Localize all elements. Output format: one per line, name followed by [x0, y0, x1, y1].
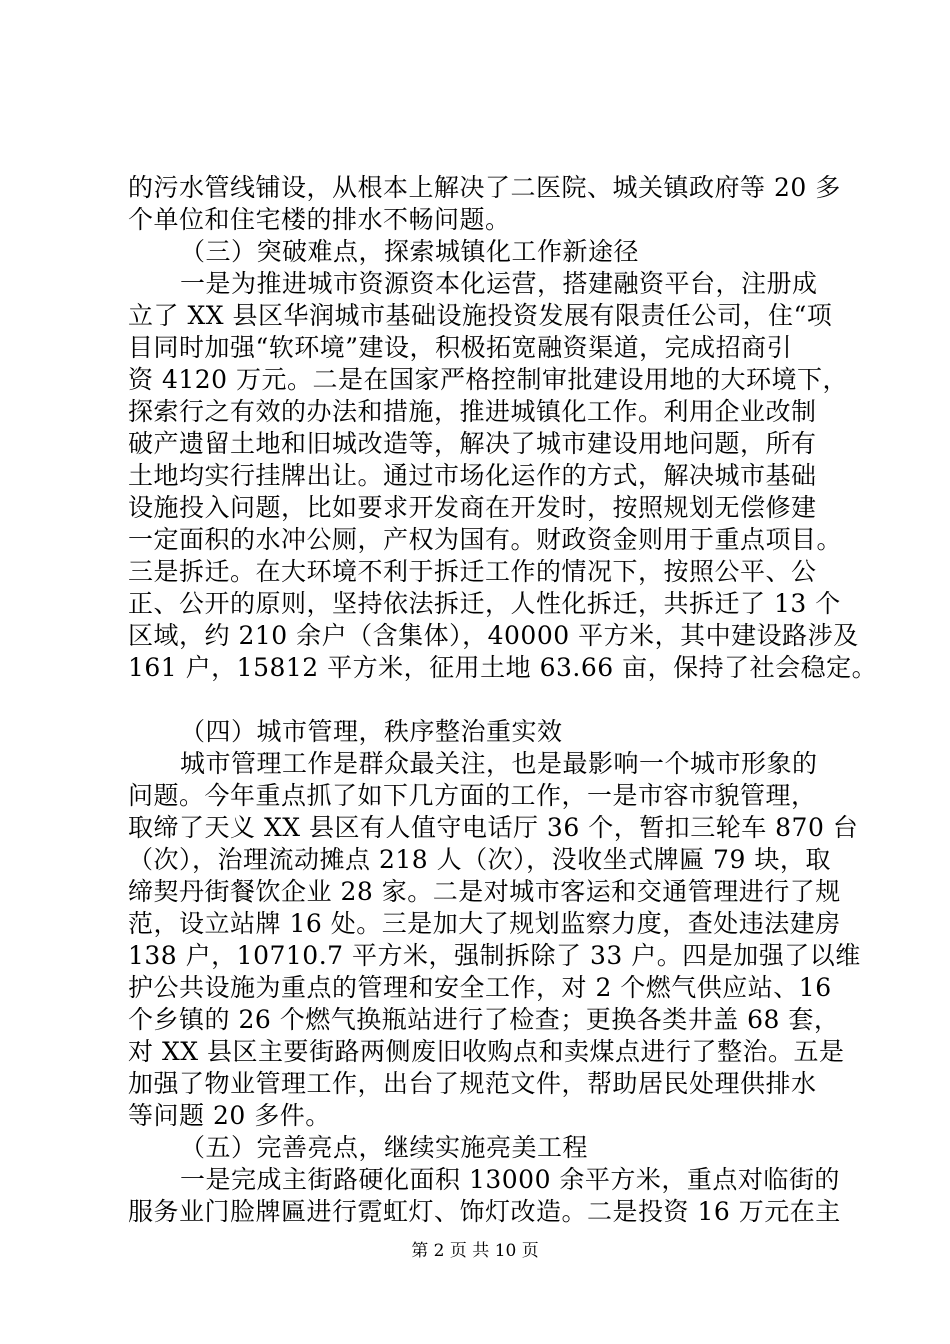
text-line: 缔契丹街餐饮企业 28 家。二是对城市客运和交通管理进行了规	[128, 877, 841, 906]
text-line: 目同时加强“软环境”建设，积极拓宽融资渠道，完成招商引	[128, 333, 793, 362]
text-line: 一是为推进城市资源资本化运营，搭建融资平台，注册成	[180, 269, 818, 298]
text-line: 正、公开的原则，坚持依法拆迁，人性化拆迁，共拆迁了 13 个	[128, 589, 841, 618]
section-heading-5: （五）完善亮点，继续实施亮美工程	[180, 1133, 589, 1162]
text-line: 资 4120 万元。二是在国家严格控制审批建设用地的大环境下，	[128, 365, 849, 394]
text-line: 设施投入问题，比如要求开发商在开发时，按照规划无偿修建	[128, 493, 817, 522]
text-line: 161 户，15812 平方米，征用土地 63.66 亩，保持了社会稳定。	[128, 653, 878, 682]
section-heading-4: （四）城市管理，秩序整治重实效	[180, 717, 563, 746]
document-body	[128, 172, 878, 1228]
text-line: 的污水管线铺设，从根本上解决了二医院、城关镇政府等 20 多	[128, 173, 841, 202]
text-line: 138 户，10710.7 平方米，强制拆除了 33 户。四是加强了以维	[128, 941, 861, 970]
text-line: 对 XX 县区主要街路两侧废旧收购点和卖煤点进行了整治。五是	[128, 1037, 845, 1066]
text-line: 个乡镇的 26 个燃气换瓶站进行了检查；更换各类井盖 68 套，	[128, 1005, 840, 1034]
text-line: 护公共设施为重点的管理和安全工作，对 2 个燃气供应站、16	[128, 973, 832, 1002]
page-number-footer: 第 2 页 共 10 页	[411, 1241, 539, 1261]
text-line: 取缔了天义 XX 县区有人值守电话厅 36 个，暂扣三轮车 870 台	[128, 813, 859, 842]
text-line: 服务业门脸牌匾进行霓虹灯、饰灯改造。二是投资 16 万元在主	[128, 1197, 841, 1226]
paragraph-spacer	[128, 684, 828, 716]
text-line: 探索行之有效的办法和措施，推进城镇化工作。利用企业改制	[128, 397, 817, 426]
text-line: 三是拆迁。在大环境不利于拆迁工作的情况下，按照公平、公	[128, 557, 817, 586]
text-line: 加强了物业管理工作，出台了规范文件，帮助居民处理供排水	[128, 1069, 817, 1098]
text-line: （次），治理流动摊点 218 人（次），没收坐式牌匾 79 块，取	[128, 845, 831, 874]
text-line: 土地均实行挂牌出让。通过市场化运作的方式，解决城市基础	[128, 461, 817, 490]
text-line: 等问题 20 多件。	[128, 1101, 331, 1130]
text-line: 城市管理工作是群众最关注，也是最影响一个城市形象的	[180, 749, 818, 778]
text-line: 一是完成主街路硬化面积 13000 余平方米，重点对临街的	[180, 1165, 840, 1194]
section-heading-3: （三）突破难点，探索城镇化工作新途径	[180, 237, 640, 266]
text-line: 立了 XX 县区华润城市基础设施投资发展有限责任公司，住“项	[128, 301, 833, 330]
text-line: 范，设立站牌 16 处。三是加大了规划监察力度，查处违法建房	[128, 909, 841, 938]
text-line: 个单位和住宅楼的排水不畅问题。	[128, 205, 511, 234]
text-line: 一定面积的水冲公厕，产权为国有。财政资金则用于重点项目。	[128, 525, 843, 554]
text-line: 区域，约 210 余户（含集体），40000 平方米，其中建设路涉及	[128, 621, 859, 650]
text-line: 问题。今年重点抓了如下几方面的工作，一是市容市貌管理，	[128, 781, 817, 810]
text-line: 破产遗留土地和旧城改造等，解决了城市建设用地问题，所有	[128, 429, 817, 458]
